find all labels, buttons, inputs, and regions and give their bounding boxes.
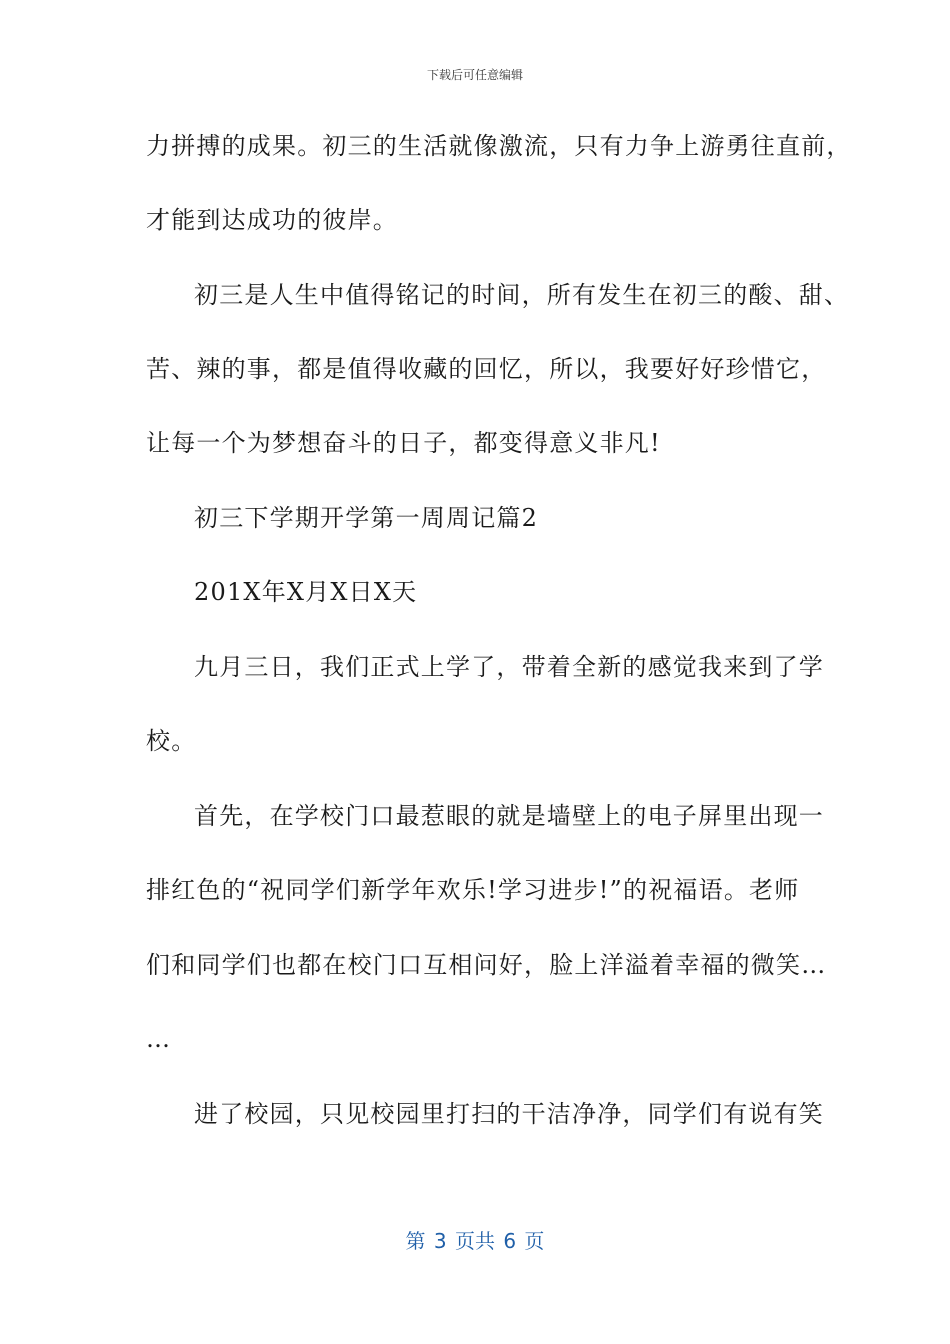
text-line: 进了校园，只见校园里打扫的干洁净净，同学们有说有笑: [194, 1100, 824, 1128]
text-line: 才能到达成功的彼岸。: [146, 206, 398, 234]
text-line: 力拼搏的成果。初三的生活就像激流，只有力争上游勇往直前，: [146, 132, 852, 160]
text-line: 苦、辣的事，都是值得收藏的回忆，所以，我要好好珍惜它，: [146, 355, 827, 383]
text-line: 们和同学们也都在校门口互相问好，脸上洋溢着幸福的微笑…: [146, 951, 827, 979]
text-line: 初三是人生中值得铭记的时间，所有发生在初三的酸、甜、: [194, 281, 850, 309]
text-line: 让每一个为梦想奋斗的日子，都变得意义非凡!: [146, 429, 661, 457]
text-line: 校。: [146, 727, 197, 755]
text-line: 首先，在学校门口最惹眼的就是墙壁上的电子屏里出现一: [194, 802, 824, 830]
page-number-footer: 第 3 页共 6 页: [405, 1229, 545, 1253]
text-line: 九月三日，我们正式上学了，带着全新的感觉我来到了学: [194, 653, 824, 681]
text-line: …: [146, 1025, 172, 1053]
text-line: 排红色的“祝同学们新学年欢乐!学习进步!”的祝福语。老师: [146, 876, 800, 904]
date-line: 201X年X月X日X天: [194, 578, 418, 606]
page-header-note: 下载后可任意编辑: [426, 68, 523, 82]
section-title: 初三下学期开学第一周周记篇2: [194, 504, 539, 532]
